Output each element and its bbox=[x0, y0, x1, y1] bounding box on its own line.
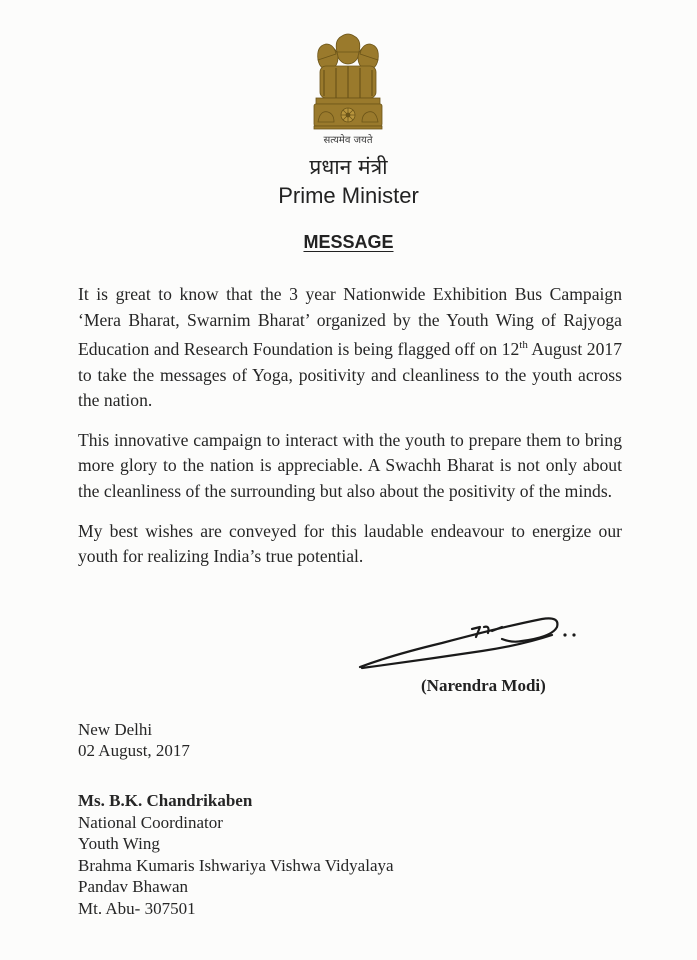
address-line: Mt. Abu- 307501 bbox=[78, 898, 196, 918]
ordinal-suffix: th bbox=[519, 339, 528, 352]
office-title-english: Prime Minister bbox=[278, 183, 419, 208]
handwritten-signature bbox=[352, 605, 592, 680]
office-title-hindi: प्रधान मंत्री bbox=[309, 155, 388, 179]
message-paragraph bbox=[78, 282, 622, 414]
address-line: National Coordinator bbox=[78, 812, 223, 832]
address-line: Brahma Kumaris Ishwariya Vishwa Vidyalaya bbox=[78, 855, 394, 875]
addressee-name: Ms. B.K. Chandrikaben bbox=[78, 791, 253, 810]
signatory-name: (Narendra Modi) bbox=[421, 676, 546, 695]
address-line: Youth Wing bbox=[78, 834, 160, 853]
message-body bbox=[78, 282, 622, 584]
emblem-motto: सत्यमेव जयते bbox=[323, 135, 373, 146]
message-paragraph: This innovative campaign to interact with the youth to prepare them to bring more glory to the nation is appreciable. A Swachh Bharat is not only about the cleanliness of the surrounding but also about the positivity of the minds. bbox=[78, 429, 622, 502]
place: New Delhi bbox=[78, 720, 153, 739]
paragraph-text: It is great to know that the 3 year Nationwide Exhibition Bus Campaign ‘Mera Bharat, Swarnim Bharat’ organized by the Youth Wing of Rajyoga Education and Research Foundation is being flagged off on 12 bbox=[78, 284, 622, 360]
message-paragraph: My best wishes are conveyed for this laudable endeavour to energize our youth for realizing India’s true potential. bbox=[78, 520, 622, 567]
message-heading: MESSAGE bbox=[303, 232, 394, 252]
addressee-block bbox=[78, 790, 394, 919]
address-line: Pandav Bhawan bbox=[78, 877, 189, 896]
letter-date: 02 August, 2017 bbox=[78, 741, 190, 760]
paragraph-text: August 2017 to take the messages of Yoga, positivity and cleanliness to the youth across the nation. bbox=[78, 339, 622, 411]
